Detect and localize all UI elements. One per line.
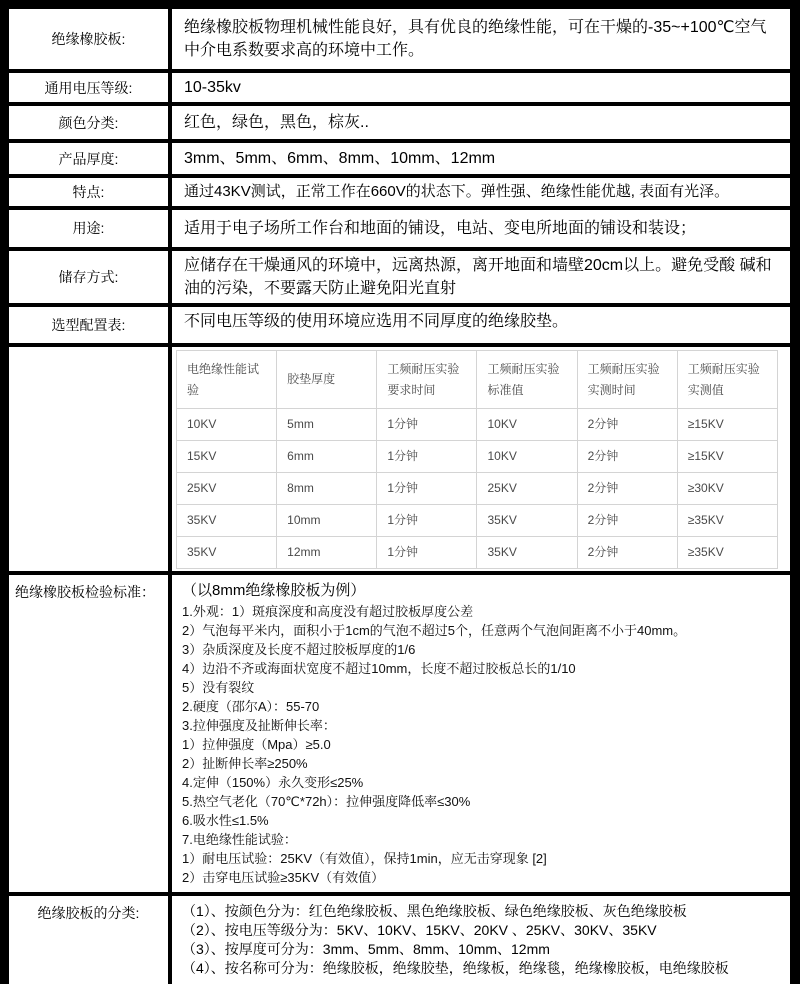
spec-table-cell: ≥35KV <box>677 505 777 537</box>
spec-table-cell: 35KV <box>177 505 277 537</box>
spec-table-cell: 1分钟 <box>377 537 477 569</box>
row-color-category <box>9 106 790 139</box>
spec-table-cell: 2分钟 <box>577 409 677 441</box>
inspection-line: 1）耐电压试验：25KV（有效值），保持1min，应无击穿现象 [2] <box>182 851 547 867</box>
row-value: 红色，绿色，黑色，棕灰.. <box>184 114 369 132</box>
spec-table-header-cell: 工频耐压实验标准值 <box>477 351 577 409</box>
spec-table-cell: ≥35KV <box>677 537 777 569</box>
row-label: 储存方式: <box>9 251 172 303</box>
spec-table-cell: 1分钟 <box>377 409 477 441</box>
row-label: 绝缘橡胶板检验标准： <box>9 575 172 892</box>
spec-table-cell: 35KV <box>477 537 577 569</box>
classification-content <box>172 896 790 984</box>
spec-table-header-cell: 工频耐压实验要求时间 <box>377 351 477 409</box>
row-value: 通过43KV测试，正常工作在660V的状态下。弹性强、绝缘性能优越, 表面有光泽。 <box>184 183 730 201</box>
inspection-line: 2）击穿电压试验≥35KV（有效值） <box>182 870 385 886</box>
inspection-line: 2）扯断伸长率≥250% <box>182 756 308 772</box>
spec-table-cell: ≥30KV <box>677 473 777 505</box>
spec-table-cell: 10mm <box>277 505 377 537</box>
spec-table-cell: 25KV <box>177 473 277 505</box>
spec-table-cell: 10KV <box>477 441 577 473</box>
spec-table-cell: 12mm <box>277 537 377 569</box>
classification-line: （2）、按电压等级分为：5KV、10KV、15KV、20KV 、25KV、30KV、35KV <box>182 922 657 939</box>
spec-table-row <box>177 441 778 473</box>
spec-table <box>176 350 778 569</box>
inspection-line: 4）边沿不齐或海面状宽度不超过10mm，长度不超过胶板总长的1/10 <box>182 661 576 677</box>
spec-table-header-cell: 工频耐压实验实测值 <box>677 351 777 409</box>
row-product-intro <box>9 9 790 69</box>
row-value: 适用于电子场所工作台和地面的铺设，电站、变电所地面的铺设和装设； <box>184 219 697 237</box>
row-storage-method <box>9 251 790 303</box>
inspection-line: 3.拉伸强度及扯断伸长率： <box>182 718 336 734</box>
spec-table-cell: 35KV <box>177 537 277 569</box>
row-selection-table <box>9 307 790 343</box>
spec-table-cell: 5mm <box>277 409 377 441</box>
spec-table-cell: 10KV <box>177 409 277 441</box>
inspection-intro: （以8mm绝缘橡胶板为例） <box>182 582 366 600</box>
classification-line: （4）、按名称可分为：绝缘胶板，绝缘胶垫，绝缘板，绝缘毯，绝缘橡胶板，电绝缘胶板 <box>182 960 729 977</box>
spec-table-header-row <box>177 351 778 409</box>
spec-table-row <box>177 409 778 441</box>
spec-table-cell: 2分钟 <box>577 505 677 537</box>
spec-table-header-cell: 电绝缘性能试验 <box>177 351 277 409</box>
row-features <box>9 178 790 206</box>
inspection-line: 2）气泡每平米内，面积小于1cm的气泡不超过5个，任意两个气泡间距离不小于40mm。 <box>182 623 687 639</box>
row-usage <box>9 210 790 247</box>
spec-table-cell: 1分钟 <box>377 505 477 537</box>
row-voltage-grade <box>9 73 790 102</box>
spec-table-cell: 25KV <box>477 473 577 505</box>
inspection-line: 4.定伸（150%）永久变形≤25% <box>182 775 364 791</box>
row-label: 选型配置表: <box>9 307 172 343</box>
inspection-line: 1）拉伸强度（Mpa）≥5.0 <box>182 737 331 753</box>
spec-table-container <box>172 347 790 571</box>
row-value: 应储存在干燥通风的环境中，远离热源，离开地面和墙壁20cm以上。避免受酸 碱和油的污染，不要露天防止避免阳光直射 <box>184 256 772 298</box>
spec-table-cell: ≥15KV <box>677 441 777 473</box>
spec-table-cell: 15KV <box>177 441 277 473</box>
row-spec-table <box>9 347 790 571</box>
row-classification <box>9 896 790 984</box>
row-label: 绝缘胶板的分类: <box>9 896 172 984</box>
row-label: 绝缘橡胶板: <box>9 9 172 69</box>
spec-table-cell: 10KV <box>477 409 577 441</box>
row-inspection-standards <box>9 575 790 892</box>
spec-table-cell: 8mm <box>277 473 377 505</box>
inspection-line: 2.硬度（邵尔A）：55-70 <box>182 699 320 715</box>
inspection-line: 3）杂质深度及长度不超过胶板厚度的1/6 <box>182 642 416 658</box>
spec-table-cell: 2分钟 <box>577 441 677 473</box>
row-value: 绝缘橡胶板物理机械性能良好，具有优良的绝缘性能，可在干燥的-35~+100℃空气中介电系数要求高的环境中工作。 <box>184 18 767 59</box>
inspection-line: 6.吸水性≤1.5% <box>182 813 269 829</box>
row-label: 用途: <box>9 210 172 247</box>
spec-table-cell: 6mm <box>277 441 377 473</box>
row-label: 通用电压等级: <box>9 73 172 102</box>
spec-table-row <box>177 473 778 505</box>
spec-table-header-cell: 胶垫厚度 <box>277 351 377 409</box>
spec-table-spacer <box>9 347 172 571</box>
spec-table-cell: 1分钟 <box>377 441 477 473</box>
spec-table-row <box>177 537 778 569</box>
classification-line: （1）、按颜色分为：红色绝缘胶板、黑色绝缘胶板、绿色绝缘胶板、灰色绝缘胶板 <box>182 903 687 920</box>
row-value: 不同电压等级的使用环境应选用不同厚度的绝缘胶垫。 <box>184 313 569 331</box>
spec-table-cell: 2分钟 <box>577 537 677 569</box>
inspection-line: 5.热空气老化（70℃*72h）：拉伸强度降低率≤30% <box>182 794 471 810</box>
spec-table-cell: 1分钟 <box>377 473 477 505</box>
classification-line: （3）、按厚度可分为：3mm、5mm、8mm、10mm、12mm <box>182 941 550 958</box>
row-value: 10-35kv <box>184 79 241 96</box>
spec-table-row <box>177 505 778 537</box>
spec-table-cell: ≥15KV <box>677 409 777 441</box>
spec-table-header-cell: 工频耐压实验实测时间 <box>577 351 677 409</box>
row-value: 3mm、5mm、6mm、8mm、10mm、12mm <box>184 150 496 168</box>
inspection-line: 5）没有裂纹 <box>182 680 255 696</box>
inspection-line: 7.电绝缘性能试验： <box>182 832 297 848</box>
spec-table-cell: 35KV <box>477 505 577 537</box>
inspection-content <box>172 575 790 892</box>
inspection-line: 1.外观：1）斑痕深度和高度没有超过胶板厚度公差 <box>182 604 474 620</box>
row-label: 颜色分类: <box>9 106 172 139</box>
row-label: 产品厚度: <box>9 143 172 174</box>
row-label: 特点: <box>9 178 172 206</box>
row-product-thickness <box>9 143 790 174</box>
spec-table-cell: 2分钟 <box>577 473 677 505</box>
